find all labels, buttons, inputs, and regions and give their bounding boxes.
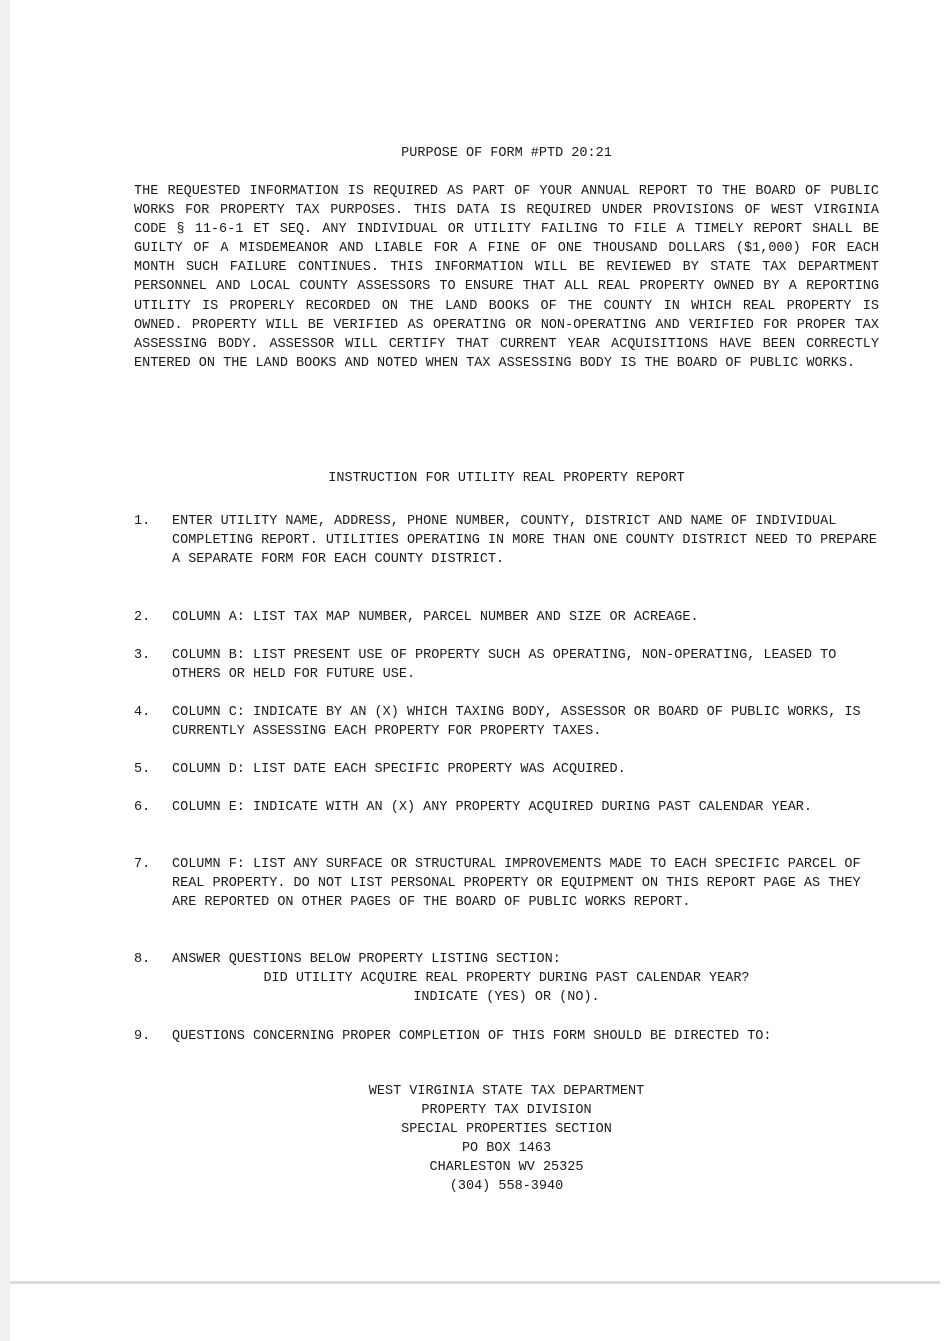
item-text: ENTER UTILITY NAME, ADDRESS, PHONE NUMBER, COUNTY, DISTRICT AND NAME OF INDIVIDUAL COMPLETING REPORT. UTILITIES OPERATING IN MORE THAN ONE COUNTY DISTRICT NEED TO PREPARE A SEPARATE FORM FOR EACH COUNTY DISTRICT. [172,514,877,568]
instructions-title: INSTRUCTION FOR UTILITY REAL PROPERTY REPORT [328,471,685,486]
item-text: COLUMN B: LIST PRESENT USE OF PROPERTY SUCH AS OPERATING, NON-OPERATING, LEASED TO OTHERS OR HELD FOR FUTURE USE. [172,648,837,683]
item-number: 3. [134,648,151,663]
item-number: 5. [134,762,151,777]
item-number: 9. [134,1029,151,1044]
instruction-item-9 [134,1027,879,1046]
item-number: 4. [134,705,151,720]
contact-phone: (304) 558-3940 [449,1179,564,1195]
item-subline-question: DID UTILITY ACQUIRE REAL PROPERTY DURING PAST CALENDAR YEAR? [263,971,750,987]
item-subline-indicate: INDICATE (YES) OR (NO). [413,990,600,1006]
instruction-item-5 [134,760,879,779]
item-number: 1. [134,514,151,529]
contact-department: WEST VIRGINIA STATE TAX DEPARTMENT [368,1084,645,1099]
item-number: 8. [134,952,151,967]
instruction-item-6 [134,798,879,817]
instruction-item-8 [134,950,879,1007]
item-text: ANSWER QUESTIONS BELOW PROPERTY LISTING SECTION: [172,952,561,967]
item-text: COLUMN F: LIST ANY SURFACE OR STRUCTURAL IMPROVEMENTS MADE TO EACH SPECIFIC PARCEL OF REAL PROPERTY. DO NOT LIST PERSONAL PROPERTY OR EQUIPMENT ON THIS REPORT PAGE AS THEY ARE REPORTED ON OTHER PAGES OF THE BOARD OF PUBLIC WORKS REPORT. [172,857,861,911]
item-text: QUESTIONS CONCERNING PROPER COMPLETION OF THIS FORM SHOULD BE DIRECTED TO: [172,1029,772,1044]
contact-city-zip: CHARLESTON WV 25325 [429,1160,584,1176]
item-text: COLUMN A: LIST TAX MAP NUMBER, PARCEL NUMBER AND SIZE OR ACREAGE. [172,610,699,625]
item-text: COLUMN D: LIST DATE EACH SPECIFIC PROPERTY WAS ACQUIRED. [172,762,626,777]
instruction-item-4 [134,703,879,741]
item-number: 2. [134,610,151,625]
item-number: 6. [134,800,151,815]
contact-address [134,1082,879,1197]
instruction-item-7 [134,855,879,912]
contact-po-box: PO BOX 1463 [461,1141,552,1157]
scan-edge-left [0,0,10,1341]
contact-division: PROPERTY TAX DIVISION [421,1103,592,1119]
instruction-item-1 [134,512,879,569]
instruction-item-3 [134,646,879,684]
instruction-item-2 [134,608,879,627]
purpose-title: PURPOSE OF FORM #PTD 20:21 [401,146,612,161]
item-text: COLUMN C: INDICATE BY AN (X) WHICH TAXING BODY, ASSESSOR OR BOARD OF PUBLIC WORKS, IS CURRENTLY ASSESSING EACH PROPERTY FOR PROPERTY TAXES. [172,705,861,740]
purpose-paragraph: THE REQUESTED INFORMATION IS REQUIRED AS PART OF YOUR ANNUAL REPORT TO THE BOARD OF PUBLIC WORKS FOR PROPERTY TAX PURPOSES. THIS DATA IS REQUIRED UNDER PROVISIONS OF WEST VIRGINIA CODE § 11-6-1 ET SEQ. ANY INDIVIDUAL OR UTILITY FAILING TO FILE A TIMELY REPORT SHALL BE GUILTY OF A MISDEMEANOR AND LIABLE FOR A FINE OF ONE THOUSAND DOLLARS ($1,000) FOR EACH MONTH SUCH FAILURE CONTINUES. THIS INFORMATION WILL BE REVIEWED BY STATE TAX DEPARTMENT PERSONNEL AND LOCAL COUNTY ASSESSORS TO ENSURE THAT ALL REAL PROPERTY OWNED BY A REPORTING UTILITY IS PROPERLY RECORDED ON THE LAND BOOKS OF THE COUNTY IN WHICH REAL PROPERTY IS OWNED. PROPERTY WILL BE VERIFIED AS OPERATING OR NON-OPERATING AND VERIFIED FOR PROPER TAX ASSESSING BODY. ASSESSOR WILL CERTIFY THAT CURRENT YEAR ACQUISITIONS HAVE BEEN CORRECTLY ENTERED ON THE LAND BOOKS AND NOTED WHEN TAX ASSESSING BODY IS THE BOARD OF PUBLIC WORKS. [134,184,879,371]
item-text: COLUMN E: INDICATE WITH AN (X) ANY PROPERTY ACQUIRED DURING PAST CALENDAR YEAR. [172,800,813,815]
scan-edge-bottom [10,1281,940,1284]
item-number: 7. [134,857,151,872]
contact-section: SPECIAL PROPERTIES SECTION [401,1122,612,1138]
